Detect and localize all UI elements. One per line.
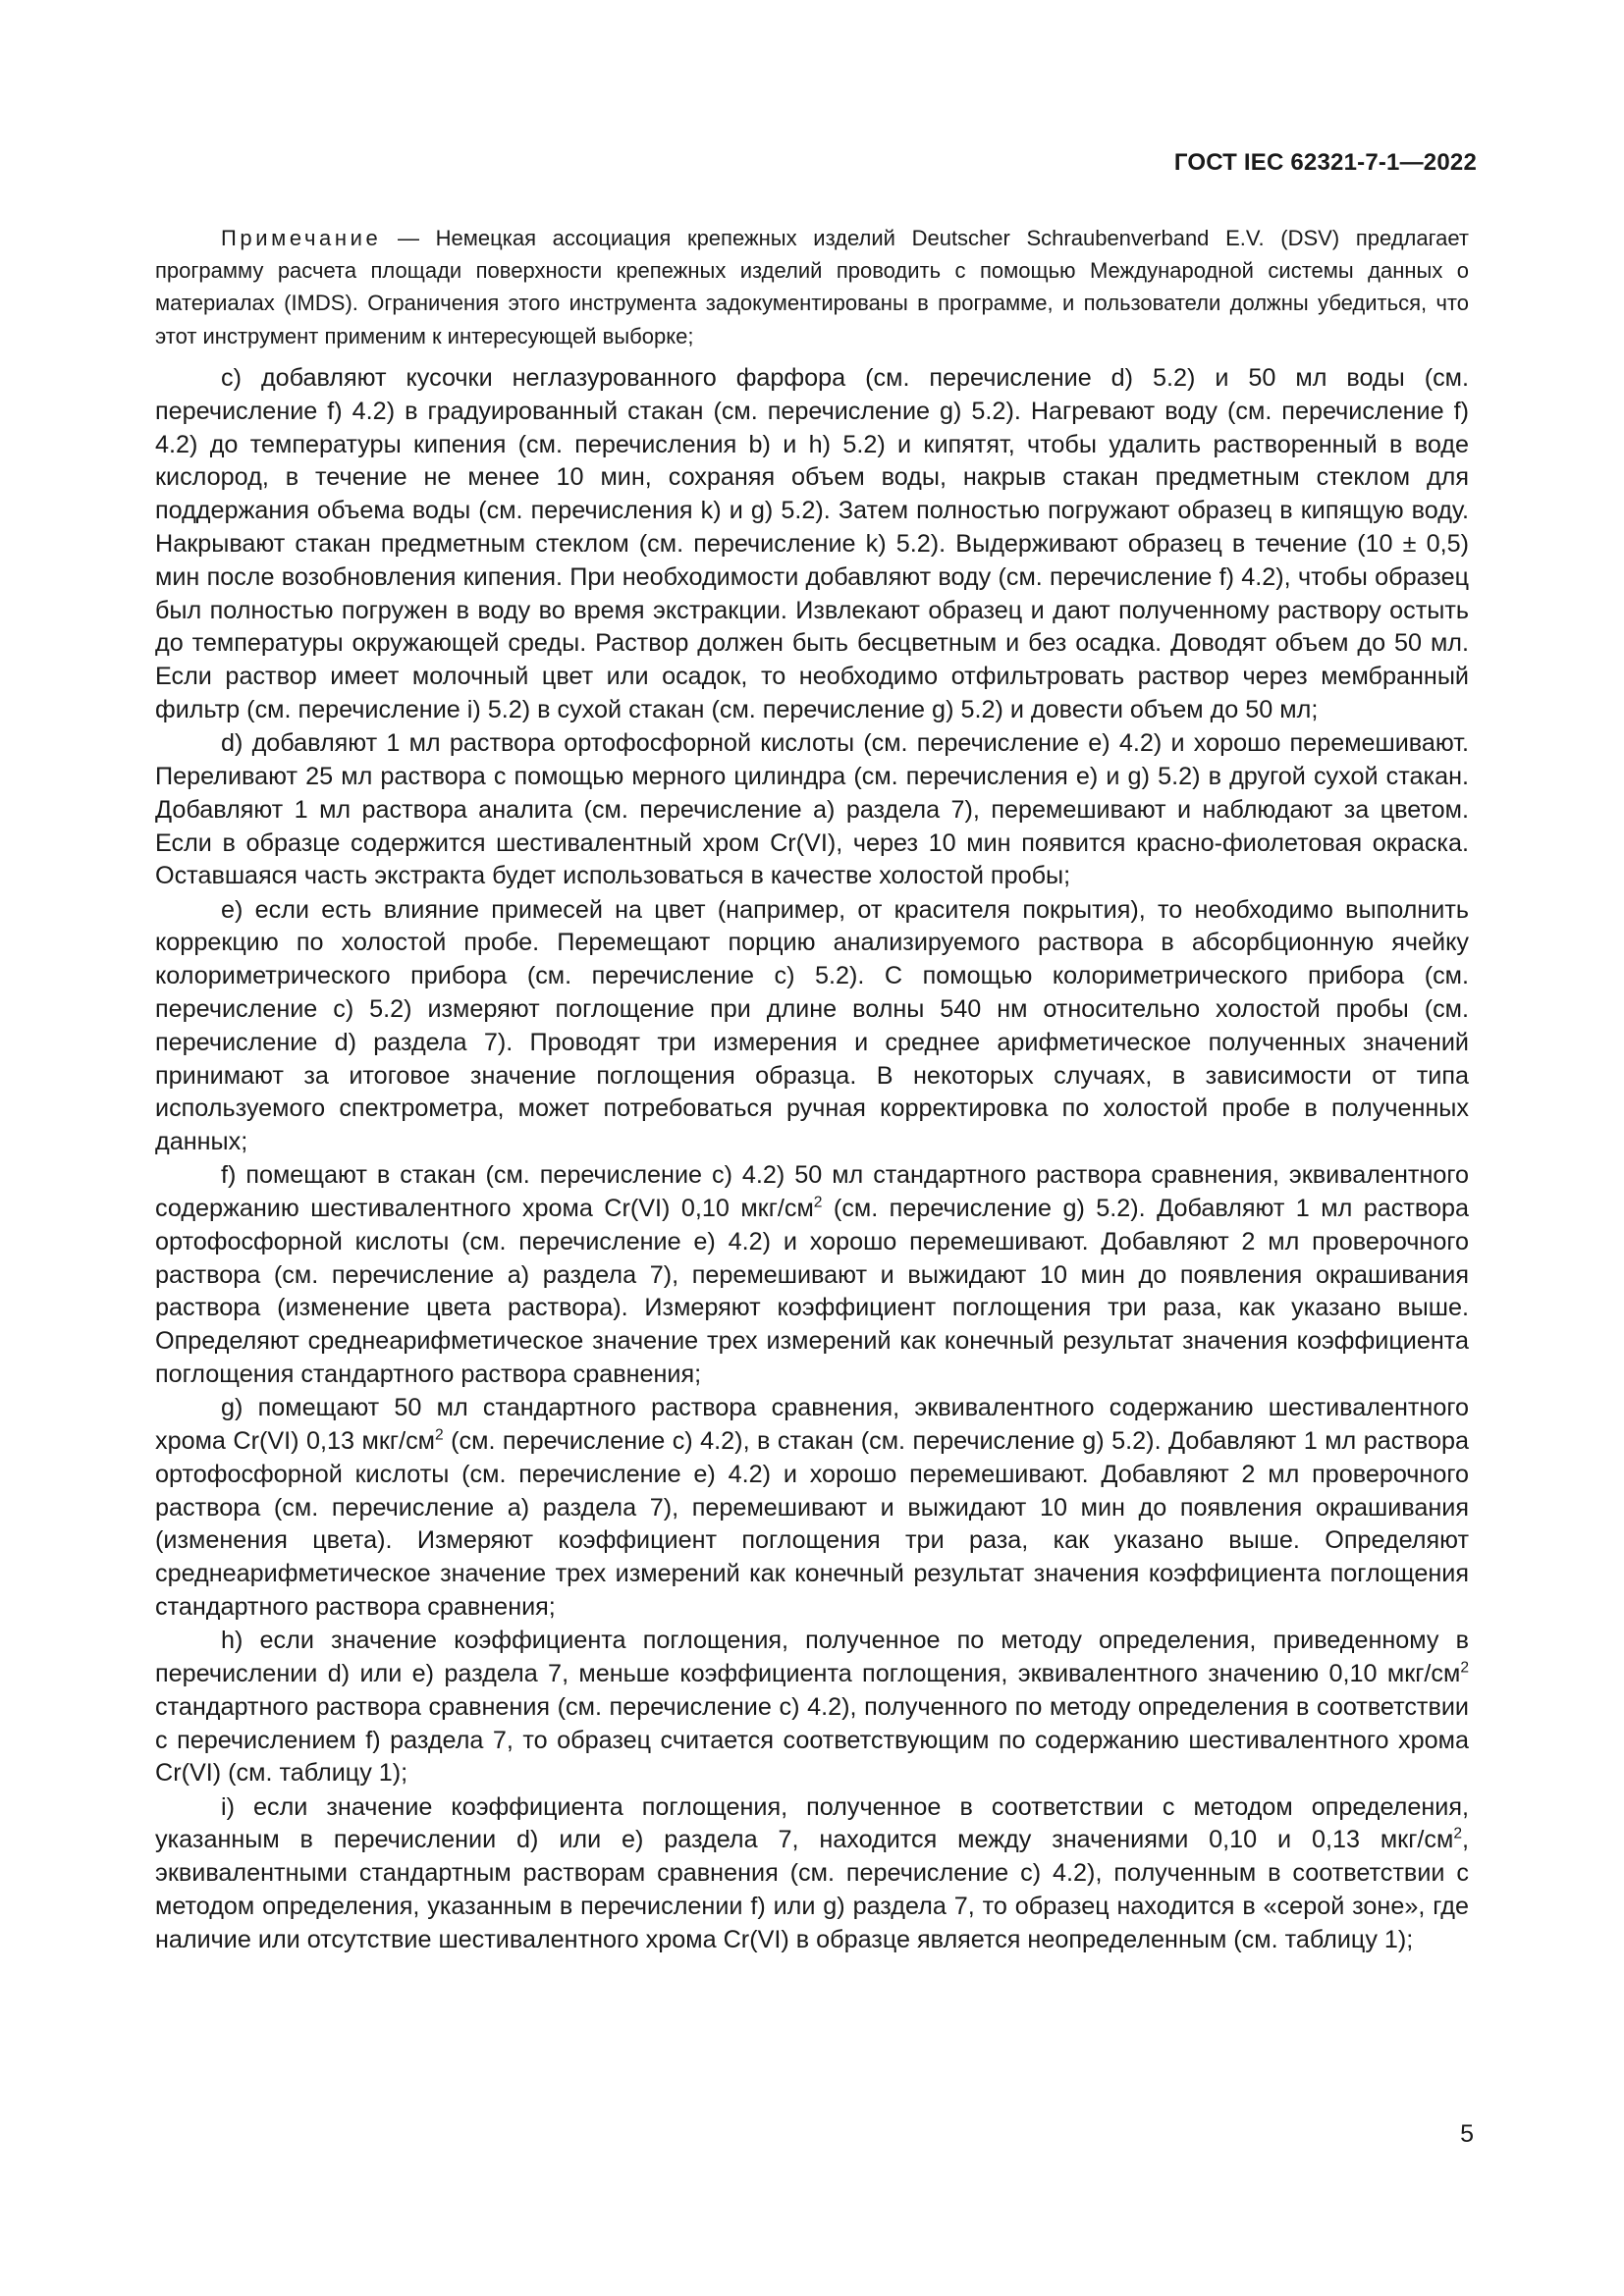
list-item-c: c) добавляют кусочки неглазурованного фарфора (см. перечисление d) 5.2) и 50 мл воды (см. перечисление f) 4.2) в градуированный стакан (см. перечисление g) 5.2). Нагревают воду (см. перечисление f) 4.2) до температуры кипения (см. перечисления b) и h) 5.2) и кипятят, чтобы удалить растворенный в воде кислород, в течение не менее 10 мин, сохраняя объем воды, накрыв стакан предметным стеклом для поддержания объема воды (см. перечисления k) и g) 5.2). Затем полностью погружают образец в кипящую воду. Накрывают стакан предметным стеклом (см. перечисление k) 5.2). Выдерживают образец в течение (10 ± 0,5) мин после возобновления кипения. При необходимости добавляют воду (см. перечисление f) 4.2), чтобы образец был полностью погружен в воду во время экстракции. Извлекают образец и дают полученному раствору остыть до температуры окружающей среды. Раствор должен быть бесцветным и без осадка. Доводят объем до 50 мл. Если раствор имеет молочный цвет или осадок, то необходимо отфильтровать раствор через мембранный фильтр (см. перечисление i) 5.2) в сухой стакан (см. перечисление g) 5.2) и довести объем до 50 мл; xyxy=(155,364,1469,723)
list-item-h-text-end: стандартного раствора сравнения (см. перечисление c) 4.2), полученного по методу определения в соответствии с перечислением f) раздела 7, то образец считается соответствующим по содержанию шестивалентного хрома Cr(VI) (см. таблицу 1); xyxy=(155,1692,1469,1788)
list-item-d: d) добавляют 1 мл раствора ортофосфорной кислоты (см. перечисление e) 4.2) и хорошо перемешивают. Переливают 25 мл раствора с помощью мерного цилиндра (см. перечисления e) и g) 5.2) в другой сухой стакан. Добавляют 1 мл раствора аналита (см. перечисление a) раздела 7), перемешивают и наблюдают за цветом. Если в образце содержится шестивалентный хром Cr(VI), через 10 мин появится красно-фиолетовая окраска. Оставшаяся часть экстракта будет использоваться в качестве холостой пробы; xyxy=(155,729,1469,890)
main-content xyxy=(155,362,1469,1957)
list-item-g-text-start: g) помещают 50 мл стандартного раствора сравнения, эквивалентного содержанию шестивалентного хрома Cr(VI) 0,13 мкг/см xyxy=(155,1394,1469,1456)
list-item-i-text-end: , эквивалентными стандартным растворам сравнения (см. перечисление c) 4.2), полученным в соответствии с методом определения, указанным в перечислении f) или g) раздела 7, то образец находится в «серой зоне», где наличие или отсутствие шестивалентного хрома Cr(VI) в образце является неопределенным (см. таблицу 1); xyxy=(155,1826,1469,1953)
note-label: Примечание xyxy=(221,226,382,250)
list-item-f-text-end: (см. перечисление g) 5.2). Добавляют 1 мл раствора ортофосфорной кислоты (см. перечисление e) 4.2) и хорошо перемешивают. Добавляют 2 мл проверочного раствора (см. перечисление a) раздела 7), перемешивают и выжидают 10 мин до появления окрашивания раствора (изменение цвета раствора). Измеряют коэффициент поглощения три раза, как указано выше. Определяют среднеарифметическое значение трех измерений как конечный результат значения коэффициента поглощения стандартного раствора сравнения; xyxy=(155,1195,1469,1389)
superscript: 2 xyxy=(813,1194,823,1211)
list-item-f xyxy=(155,1159,1469,1392)
superscript: 2 xyxy=(1460,1659,1469,1677)
list-item-e: e) если есть влияние примесей на цвет (например, от красителя покрытия), то необходимо выполнить коррекцию по холостой пробе. Перемещают порцию анализируемого раствора в абсорбционную ячейку колориметрического прибора (см. перечисление c) 5.2). С помощью колориметрического прибора (см. перечисление c) 5.2) измеряют поглощение при длине волны 540 нм относительно холостой пробы (см. перечисление d) раздела 7). Проводят три измерения и среднее арифметическое полученных значений принимают за итоговое значение поглощения образца. В некоторых случаях, в зависимости от типа используемого спектрометра, может потребоваться ручная корректировка по холостой пробе в полученных данных; xyxy=(155,895,1469,1156)
list-item-h-text-start: h) если значение коэффициента поглощения, полученное по методу определения, приведенному в перечислении d) или e) раздела 7, меньше коэффициента поглощения, эквивалентного значению 0,10 мкг/см xyxy=(155,1627,1469,1688)
list-item-f-text-start: f) помещают в стакан (см. перечисление c) 4.2) 50 мл стандартного раствора сравнения, эквивалентного содержанию шестивалентного хрома Cr(VI) 0,10 мкг/см xyxy=(155,1161,1469,1223)
standard-header: ГОСТ IEC 62321-7-1—2022 xyxy=(1173,149,1477,176)
list-item-i xyxy=(155,1791,1469,1957)
note-paragraph xyxy=(155,222,1469,352)
list-item-g xyxy=(155,1392,1469,1625)
superscript: 2 xyxy=(1453,1825,1462,1842)
list-item-h xyxy=(155,1625,1469,1790)
page-number: 5 xyxy=(1460,2120,1474,2148)
list-item-g-text-end: (см. перечисление c) 4.2), в стакан (см. перечисление g) 5.2). Добавляют 1 мл раствора ортофосфорной кислоты (см. перечисление e) 4.2) и хорошо перемешивают. Добавляют 2 мл проверочного раствора (см. перечисление a) раздела 7), перемешивают и выжидают 10 мин до появления окрашивания (изменения цвета). Измеряют коэффициент поглощения три раза, как указано выше. Определяют среднеарифметическое значение трех измерений как конечный результат значения коэффициента поглощения стандартного раствора сравнения; xyxy=(155,1427,1469,1622)
note-text: — Немецкая ассоциация крепежных изделий Deutscher Schraubenverband E.V. (DSV) предлагает программу расчета площади поверхности крепежных изделий проводить с помощью Международной системы данных о материалах (IMDS). Ограничения этого инструмента задокументированы в программе, и пользователи должны убедиться, что этот инструмент применим к интересующей выборке; xyxy=(155,226,1469,348)
superscript: 2 xyxy=(434,1426,444,1444)
list-item-i-text-start: i) если значение коэффициента поглощения, полученное в соответствии с методом определения, указанным в перечислении d) или e) раздела 7, находится между значениями 0,10 и 0,13 мкг/см xyxy=(155,1792,1469,1854)
